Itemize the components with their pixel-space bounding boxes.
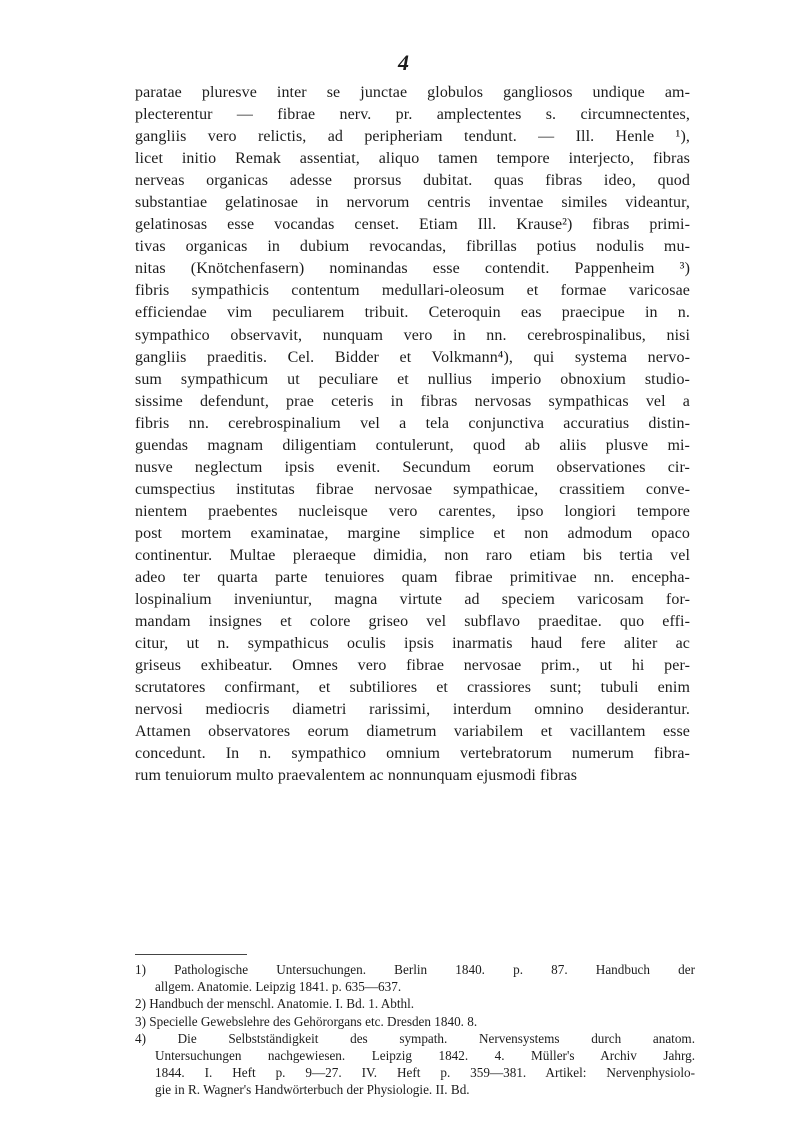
footnote-line: Untersuchungen nachgewiesen. Leipzig 1842. 4. Müller's Archiv Jahrg. — [155, 1047, 695, 1063]
footnote-line: 4) Die Selbstständigkeit des sympath. Nervensystems durch anatom. — [135, 1030, 695, 1046]
text-line: fibris sympathicis contentum medullari-oleosum et formae varicosae — [135, 282, 690, 300]
text-line: citur, ut n. sympathicus oculis ipsis inarmatis haud fere aliter ac — [135, 635, 690, 653]
text-line: nusve neglectum ipsis evenit. Secundum eorum observationes cir- — [135, 458, 690, 476]
text-line: griseus exhibeatur. Omnes vero fibrae nervosae prim., ut hi per- — [135, 657, 690, 675]
text-line: guendas magnam diligentiam contulerunt, quod ab aliis plusve mi- — [135, 436, 690, 454]
text-line: scrutatores confirmant, et subtiliores et crassiores sunt; tubuli enim — [135, 679, 690, 697]
text-line: paratae pluresve inter se junctae globulos gangliosos undique am- — [135, 84, 690, 101]
text-line: fibris nn. cerebrospinalium vel a tela conjunctiva accuratius distin- — [135, 414, 690, 432]
text-line: cumspectius institutas fibrae nervosae sympathicae, crassitiem conve- — [135, 480, 690, 498]
text-line: sum sympathicum ut peculiare et nullius imperio obnoxium studio- — [135, 370, 690, 388]
text-line: substantiae gelatinosae in nervorum centris inventae similes videantur, — [135, 194, 690, 212]
text-line: nervosi mediocris diametri rarissimi, interdum omnino desiderantur. — [135, 701, 690, 719]
text-line: gangliis vero relictis, ad peripheriam tendunt. — Ill. Henle ¹), — [135, 128, 690, 146]
text-line: concedunt. In n. sympathico omnium vertebratorum numerum fibra- — [135, 745, 690, 763]
text-line: licet initio Remak assentiat, aliquo tamen tempore interjecto, fibras — [135, 150, 690, 168]
footnote-line: gie in R. Wagner's Handwörterbuch der Physiologie. II. Bd. — [155, 1082, 470, 1098]
text-line: mandam insignes et colore griseo vel subflavo praeditae. quo effi- — [135, 613, 690, 631]
text-line: post mortem examinatae, margine simplice et non admodum opaco — [135, 524, 690, 542]
text-line: tivas organicas in dubium revocandas, fibrillas potius nodulis mu- — [135, 238, 690, 256]
text-line: adeo ter quarta parte tenuiores quam fibrae primitivae nn. encepha- — [135, 569, 690, 587]
footnotes — [135, 961, 695, 1099]
page-number: 4 — [398, 50, 409, 75]
footnote-line: 1844. I. Heft p. 9—27. IV. Heft p. 359—381. Artikel: Nervenphysiolo- — [155, 1065, 695, 1081]
text-line: continentur. Multae pleraeque dimidia, non raro etiam bis tertia vel — [135, 546, 690, 564]
text-line: nientem praebentes nucleisque vero carentes, ipso longiori tempore — [135, 502, 690, 520]
footnote-line: 3) Specielle Gewebslehre des Gehörorgans etc. Dresden 1840. 8. — [135, 1013, 478, 1029]
body-text — [135, 82, 690, 788]
footnote-line: allgem. Anatomie. Leipzig 1841. p. 635—637. — [155, 979, 402, 995]
text-line: lospinalium inveniuntur, magna virtute ad speciem varicosam for- — [135, 591, 690, 609]
text-line: Attamen observatores eorum diametrum variabilem et vacillantem esse — [135, 723, 690, 741]
text-line: rum tenuiorum multo praevalentem ac nonnunquam ejusmodi fibras — [135, 767, 578, 785]
text-line: gangliis praeditis. Cel. Bidder et Volkmann⁴), qui systema nervo- — [135, 348, 690, 366]
text-line: plecterentur — fibrae nerv. pr. amplectentes s. circumnectentes, — [135, 106, 690, 124]
footnote-line: 1) Pathologische Untersuchungen. Berlin 1840. p. 87. Handbuch der — [135, 962, 695, 977]
text-line: nerveas organicas adesse prorsus dubitat. quas fibras ideo, quod — [135, 172, 690, 190]
text-line: sympathico observavit, nunquam vero in nn. cerebrospinalibus, nisi — [135, 326, 690, 344]
footnote-line: 2) Handbuch der menschl. Anatomie. I. Bd. 1. Abthl. — [135, 996, 415, 1012]
text-line: efficiendae vim peculiarem tribuit. Ceteroquin eas praecipue in n. — [135, 304, 690, 322]
footnote-divider — [135, 954, 247, 955]
text-line: nitas (Knötchenfasern) nominandas esse contendit. Pappenheim ³) — [135, 260, 690, 278]
text-line: gelatinosas esse vocandas censet. Etiam Ill. Krause²) fibras primi- — [135, 216, 690, 234]
text-line: sissime defendunt, prae ceteris in fibras nervosas sympathicas vel a — [135, 392, 690, 410]
